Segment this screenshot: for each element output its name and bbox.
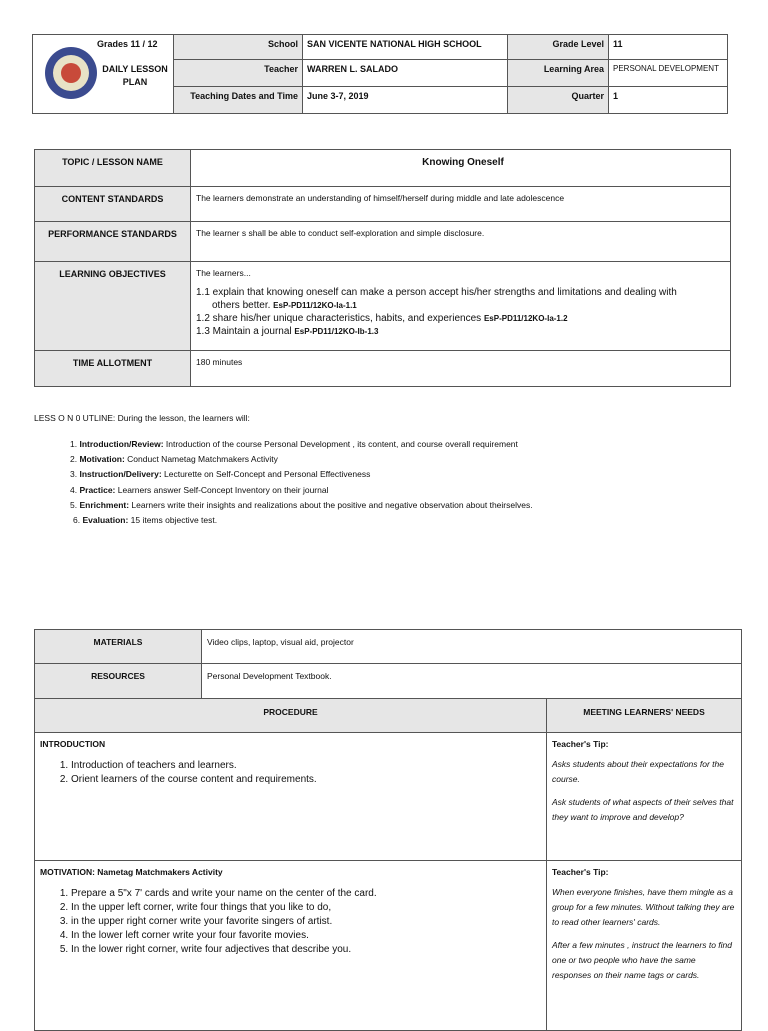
content-standards-value: The learners demonstrate an understanding of himself/herself during middle and late adolescence xyxy=(191,187,731,222)
resources-value: Personal Development Textbook. xyxy=(202,664,742,699)
list-item: 3. Instruction/Delivery: Lecturette on Self-Concept and Personal Effectiveness xyxy=(70,469,371,480)
list-item: 1. Introduction of teachers and learners. xyxy=(71,759,546,773)
list-item: 1. Prepare a 5"x 7' cards and write your name on the center of the card. xyxy=(71,887,546,901)
grade-level-value: 11 xyxy=(609,35,728,60)
school-label: School xyxy=(174,35,303,60)
list-item: 2. In the upper left corner, write four things that you like to do, xyxy=(71,901,546,915)
learning-objectives-cell xyxy=(191,262,731,351)
dlp-title: DAILY LESSON PLAN xyxy=(102,64,168,87)
teacher-value: WARREN L. SALADO xyxy=(303,60,508,87)
list-item: 5. Enrichment: Learners write their insights and realizations about the positive and negative observation about theirselves. xyxy=(70,499,533,510)
lesson-outline-intro: LESS O N 0 UTLINE: During the lesson, the learners will: xyxy=(34,413,250,423)
learning-area-value: PERSONAL DEVELOPMENT xyxy=(609,60,728,87)
list-item: 2. Motivation: Conduct Nametag Matchmakers Activity xyxy=(70,454,278,465)
list-item: 2. Orient learners of the course content and requirements. xyxy=(71,773,546,787)
objectives-intro: The learners... xyxy=(196,268,251,278)
time-allotment-value: 180 minutes xyxy=(191,351,731,387)
motivation-tip-cell xyxy=(547,861,742,1031)
topic-table xyxy=(34,149,731,387)
performance-standards-value: The learner s shall be able to conduct self-exploration and simple disclosure. xyxy=(191,222,731,262)
list-item: 4. Practice: Learners answer Self-Concept Inventory on their journal xyxy=(70,484,329,495)
procedure-table xyxy=(34,629,742,1031)
introduction-tip-cell xyxy=(547,733,742,861)
teachers-tip: Ask students of what aspects of their selves that they want to improve and develop? xyxy=(552,797,734,822)
learning-area-label: Learning Area xyxy=(508,60,609,87)
time-allotment-label: TIME ALLOTMENT xyxy=(35,351,191,387)
performance-standards-label: PERFORMANCE STANDARDS xyxy=(35,222,191,262)
list-item: 5. In the lower right corner, write four adjectives that describe you. xyxy=(71,943,546,957)
list-item: 4. In the lower left corner write your four favorite movies. xyxy=(71,929,546,943)
header-logo-cell xyxy=(33,35,174,114)
list-item: 3. in the upper right corner write your favorite singers of artist. xyxy=(71,915,546,929)
introduction-cell xyxy=(35,733,547,861)
header-table xyxy=(32,34,728,114)
objective-item: 1.2 share his/her unique characteristics, habits, and experiences EsP-PD11/12KO-Ia-1.2 xyxy=(196,313,568,324)
teachers-tip: When everyone finishes, have them mingle as a group for a few minutes. Without talking they are to read other learners' cards. xyxy=(552,887,735,927)
topic-name-label: TOPIC / LESSON NAME xyxy=(35,150,191,187)
quarter-label: Quarter xyxy=(508,87,609,114)
learners-needs-header: MEETING LEARNERS' NEEDS xyxy=(547,699,742,733)
teachers-tip: After a few minutes , instruct the learners to find one or two people who have the same responses on their name tags or cards. xyxy=(552,940,732,980)
teachers-tip-title: Teacher's Tip: xyxy=(552,739,609,749)
introduction-title: INTRODUCTION xyxy=(40,739,106,749)
teachers-tip-title: Teacher's Tip: xyxy=(552,867,609,877)
motivation-title: MOTIVATION: Nametag Matchmakers Activity xyxy=(40,867,223,877)
deped-seal-icon xyxy=(45,47,97,99)
introduction-steps xyxy=(35,759,546,787)
dates-label: Teaching Dates and Time xyxy=(174,87,303,114)
school-value: SAN VICENTE NATIONAL HIGH SCHOOL xyxy=(303,35,508,60)
dates-value: June 3-7, 2019 xyxy=(303,87,508,114)
motivation-steps xyxy=(35,887,546,957)
resources-label: RESOURCES xyxy=(35,664,202,699)
topic-name-value: Knowing Oneself xyxy=(191,150,731,187)
lesson-outline-list xyxy=(70,437,533,528)
list-item: 6. Evaluation: 15 items objective test. xyxy=(73,515,218,526)
materials-value: Video clips, laptop, visual aid, projector xyxy=(202,630,742,664)
quarter-value: 1 xyxy=(609,87,728,114)
procedure-header: PROCEDURE xyxy=(35,699,547,733)
materials-label: MATERIALS xyxy=(35,630,202,664)
grade-level-label: Grade Level xyxy=(508,35,609,60)
grades-label: Grades 11 / 12 xyxy=(97,39,158,49)
list-item: 1. Introduction/Review: Introduction of the course Personal Development , its content, and course overall requirement xyxy=(70,439,518,449)
objective-item: 1.3 Maintain a journal EsP-PD11/12KO-Ib-1.3 xyxy=(196,326,379,337)
content-standards-label: CONTENT STANDARDS xyxy=(35,187,191,222)
motivation-cell xyxy=(35,861,547,1031)
learning-objectives-label: LEARNING OBJECTIVES xyxy=(35,262,191,351)
teacher-label: Teacher xyxy=(174,60,303,87)
objective-item: 1.1 explain that knowing oneself can make a person accept his/her strengths and limitations and dealing with others better. EsP-PD11/12KO-Ia-1.1 xyxy=(196,287,677,311)
teachers-tip: Asks students about their expectations for the course. xyxy=(552,759,724,784)
